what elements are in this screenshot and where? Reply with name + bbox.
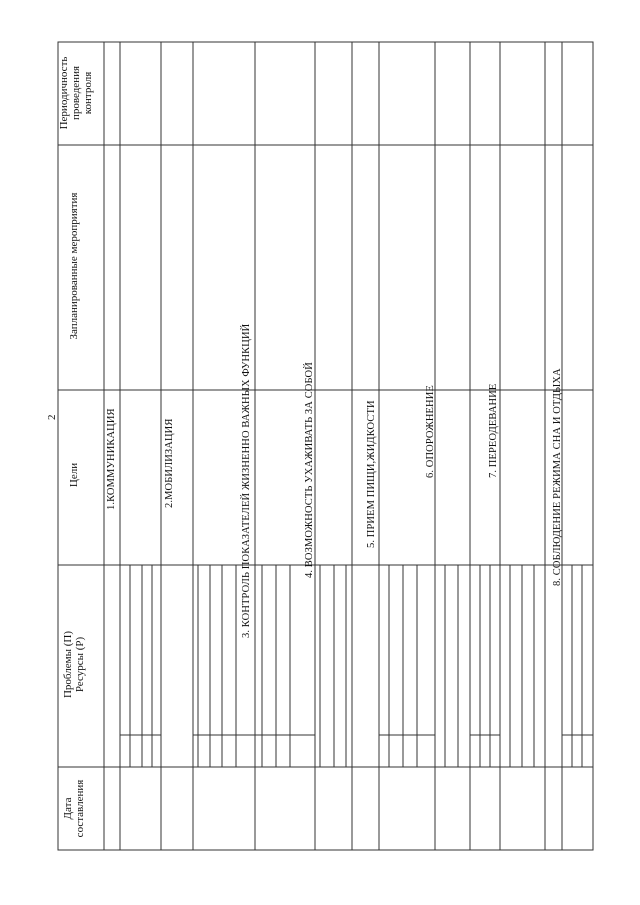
section-title: 3. КОНТРОЛЬ ПОКАЗАТЕЛЕЙ ЖИЗНЕННО ВАЖНЫХ ФУНКЦИЙ xyxy=(241,323,252,638)
header-date: Дата составления xyxy=(62,779,86,838)
header-problems: Проблемы (П) Ресурсы (Р) xyxy=(62,631,86,699)
section-title: 5. ПРИЕМ ПИЩИ,ЖИДКОСТИ xyxy=(366,400,377,548)
section-title: 7. ПЕРЕОДЕВАНИЕ xyxy=(488,383,499,478)
header-goals: Цели xyxy=(68,462,80,488)
section-title: 8. СОБЛЮДЕНИЕ РЕЖИМА СНА И ОТДЫХА xyxy=(552,368,563,586)
page-number: 2 xyxy=(46,414,58,420)
section-title: 1.КОММУНИКАЦИЯ xyxy=(106,408,117,510)
section-title: 4. ВОЗМОЖНОСТЬ УХАЖИВАТЬ ЗА СОБОЙ xyxy=(304,362,315,578)
header-periodicity: Периодичность проведения контроля xyxy=(58,56,94,130)
header-measures: Запланированные мероприятия xyxy=(68,192,80,340)
section-title: 2.МОБИЛИЗАЦИЯ xyxy=(164,418,175,508)
section-title: 6. ОПОРОЖНЕНИЕ xyxy=(425,385,436,478)
